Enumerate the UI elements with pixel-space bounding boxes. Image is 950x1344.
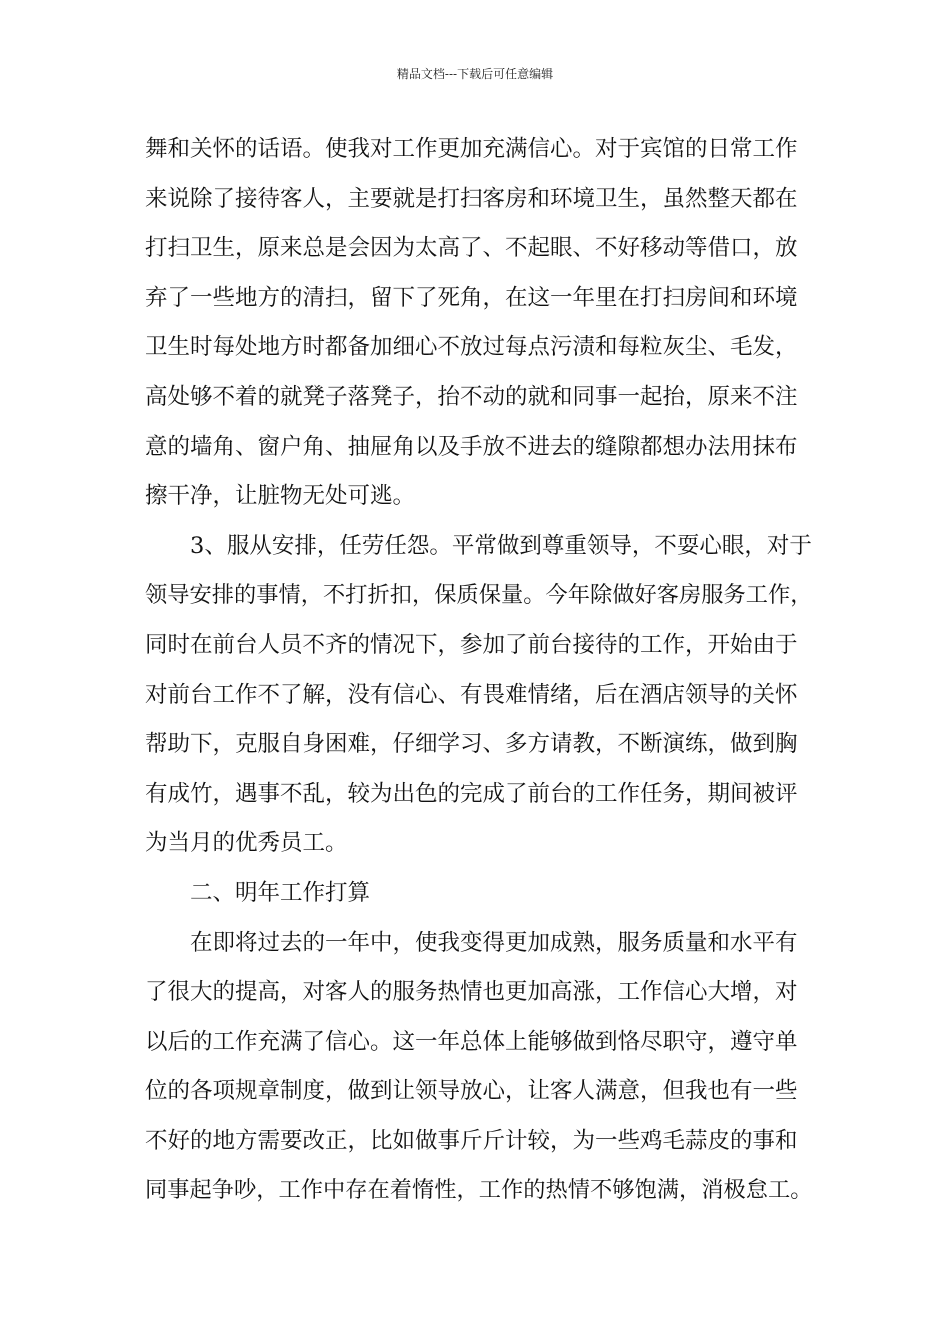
document-body: [145, 125, 820, 1216]
text-line: 有成竹，遇事不乱，较为出色的完成了前台的工作任务，期间被评: [145, 780, 798, 807]
text-line: 来说除了接待客人，主要就是打扫客房和环境卫生，虽然整天都在: [145, 185, 798, 212]
text-line: 不好的地方需要改正，比如做事斤斤计较，为一些鸡毛蒜皮的事和: [145, 1127, 798, 1154]
text-line: 同事起争吵，工作中存在着惰性，工作的热情不够饱满，消极怠工。: [145, 1177, 813, 1204]
text-line: 了很大的提高，对客人的服务热情也更加高涨，工作信心大增，对: [145, 979, 798, 1006]
text-line: 位的各项规章制度，做到让领导放心，让客人满意，但我也有一些: [145, 1078, 798, 1105]
text-line: 二、明年工作打算: [190, 879, 371, 906]
text-line: 高处够不着的就凳子落凳子，抬不动的就和同事一起抬，原来不注: [145, 383, 798, 410]
text-line: 同时在前台人员不齐的情况下，参加了前台接待的工作，开始由于: [145, 631, 798, 658]
text-line: 领导安排的事情，不打折扣，保质保量。今年除做好客房服务工作，: [145, 582, 813, 609]
text-line: 在即将过去的一年中，使我变得更加成熟，服务质量和水平有: [190, 929, 798, 956]
text-line: 3、服从安排，任劳任怨。平常做到尊重领导，不耍心眼，对于: [190, 532, 812, 559]
text-line: 为当月的优秀员工。: [145, 830, 348, 857]
text-line: 擦干净，让脏物无处可逃。: [145, 483, 416, 510]
text-line: 弃了一些地方的清扫，留下了死角，在这一年里在打扫房间和环境: [145, 284, 798, 311]
text-line: 意的墙角、窗户角、抽屉角以及手放不进去的缝隙都想办法用抹布: [145, 433, 798, 460]
text-line: 舞和关怀的话语。使我对工作更加充满信心。对于宾馆的日常工作: [145, 136, 798, 162]
text-line: 以后的工作充满了信心。这一年总体上能够做到恪尽职守，遵守单: [145, 1028, 798, 1055]
text-line: 打扫卫生，原来总是会因为太高了、不起眼、不好移动等借口，放: [145, 235, 798, 262]
text-line: 卫生时每处地方时都备加细心不放过每点污渍和每粒灰尘、毛发，: [145, 334, 798, 361]
text-line: 对前台工作不了解，没有信心、有畏难情绪，后在酒店领导的关怀: [145, 681, 798, 708]
page-header: 精品文档---下载后可任意编辑: [396, 67, 554, 81]
text-line: 帮助下，克服自身困难，仔细学习、多方请教，不断演练，做到胸: [145, 731, 798, 758]
